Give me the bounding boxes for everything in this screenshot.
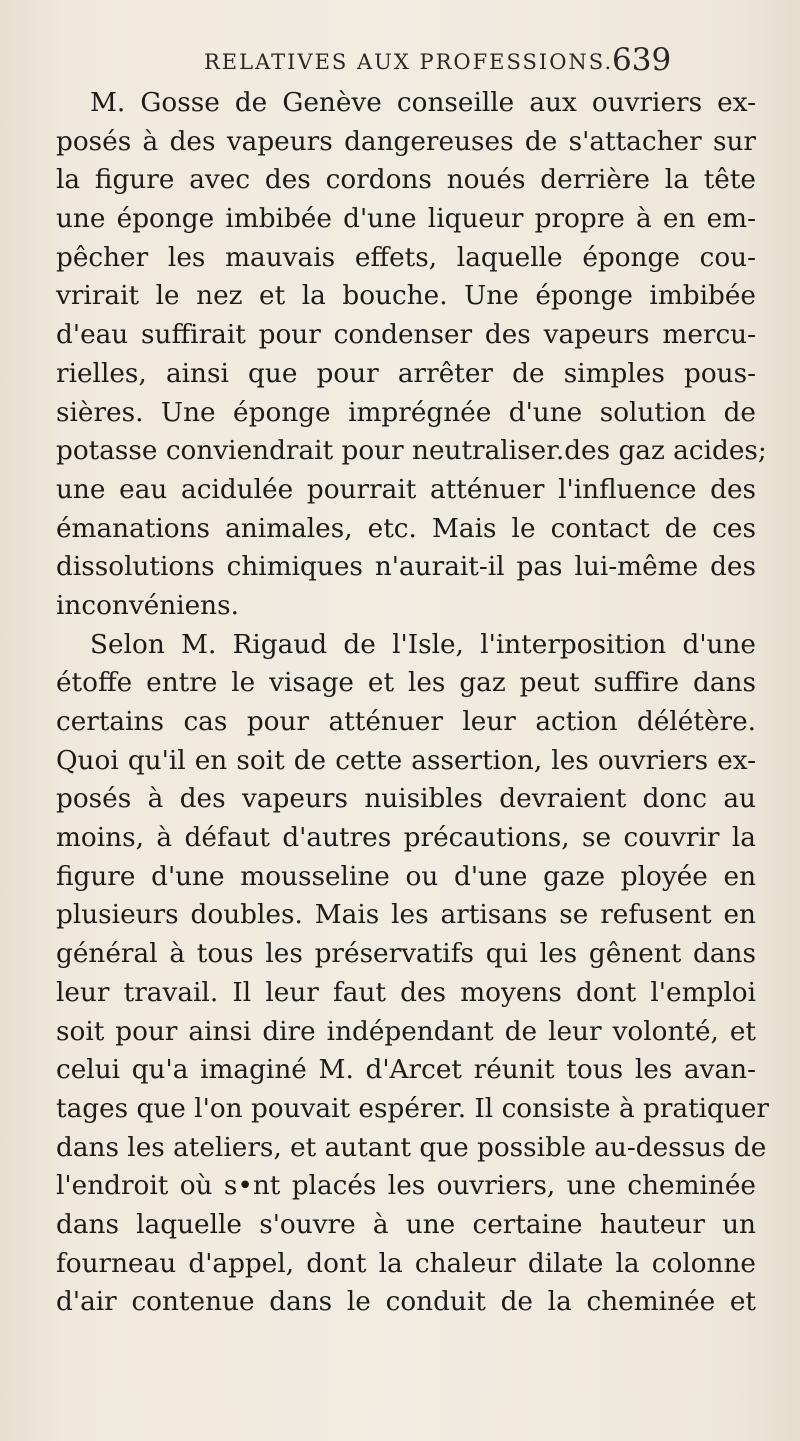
- text-line: émanations animales, etc. Mais le contact de ces: [56, 513, 756, 544]
- page-header: [0, 44, 800, 84]
- text-line: dans les ateliers, et autant que possible au-dessus de: [56, 1132, 767, 1163]
- text-line: Selon M. Rigaud de l'Isle, l'interposition d'une: [90, 629, 756, 660]
- page-number: 639: [612, 42, 672, 78]
- running-head: RELATIVES AUX PROFESSIONS.: [204, 50, 614, 74]
- text-line: dans laquelle s'ouvre à une certaine hauteur un: [56, 1209, 756, 1240]
- text-line: une eau acidulée pourrait atténuer l'influence des: [56, 474, 756, 505]
- text-line: général à tous les préservatifs qui les gênent dans: [56, 939, 756, 970]
- text-line: M. Gosse de Genève conseille aux ouvriers ex-: [90, 88, 756, 118]
- text-line: étoffe entre le visage et les gaz peut suffire dans: [56, 668, 756, 699]
- text-line: posés à des vapeurs nuisibles devraient donc au: [56, 784, 756, 815]
- text-line: posés à des vapeurs dangereuses de s'attacher sur: [56, 126, 756, 157]
- text-line: fourneau d'appel, dont la chaleur dilate la colonne: [56, 1248, 756, 1279]
- text-line: d'air contenue dans le conduit de la cheminée et: [56, 1287, 756, 1318]
- text-line: potasse conviendrait pour neutraliser.des gaz acides;: [56, 436, 767, 467]
- text-line: certains cas pour atténuer leur action délétère.: [56, 707, 756, 737]
- text-line: vrirait le nez et la bouche. Une éponge imbibée: [56, 281, 756, 312]
- text-line: Quoi qu'il en soit de cette assertion, les ouvriers ex-: [56, 745, 756, 776]
- text-line: l'endroit où s•nt placés les ouvriers, une cheminée: [56, 1171, 756, 1202]
- text-line: pêcher les mauvais effets, laquelle éponge cou-: [56, 242, 756, 273]
- text-line: rielles, ainsi que pour arrêter de simples pous-: [56, 358, 756, 389]
- text-line: dissolutions chimiques n'aurait-il pas lui-même des: [56, 552, 756, 583]
- text-line: plusieurs doubles. Mais les artisans se refusent en: [56, 900, 756, 931]
- text-line: soit pour ainsi dire indépendant de leur volonté, et: [56, 1016, 756, 1047]
- text-line: figure d'une mousseline ou d'une gaze ployée en: [56, 861, 756, 892]
- text-line: la figure avec des cordons noués derrière la tête: [56, 165, 756, 196]
- text-line: inconvéniens.: [56, 590, 239, 621]
- text-line: leur travail. Il leur faut des moyens dont l'emploi: [56, 977, 756, 1008]
- text-line: celui qu'a imaginé M. d'Arcet réunit tous les avan-: [56, 1055, 756, 1086]
- text-line: sières. Une éponge imprégnée d'une solution de: [56, 397, 756, 428]
- text-line: tages que l'on pouvait espérer. Il consiste à pratiquer: [56, 1093, 769, 1124]
- body-text: [56, 84, 769, 1322]
- text-line: moins, à défaut d'autres précautions, se couvrir la: [56, 823, 756, 854]
- text-line: d'eau suffirait pour condenser des vapeurs mercu-: [56, 320, 756, 351]
- text-line: une éponge imbibée d'une liqueur propre à en em-: [56, 204, 756, 235]
